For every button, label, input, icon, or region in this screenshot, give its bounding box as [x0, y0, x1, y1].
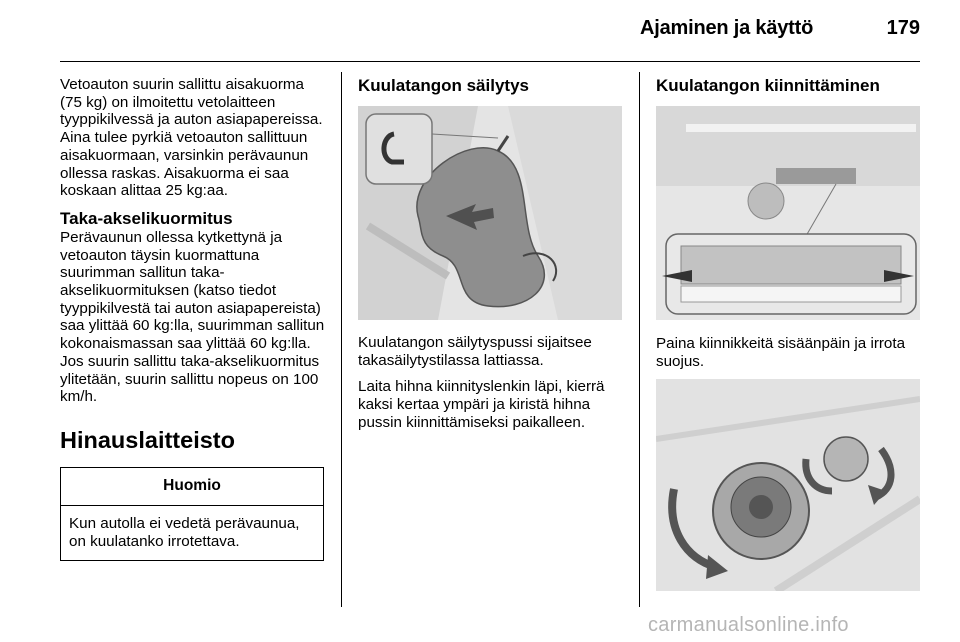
towing-heading: Hinauslaitteisto	[60, 426, 235, 453]
watermark: carmanualsonline.info	[648, 614, 849, 636]
bumper-cover-illustration	[656, 106, 920, 320]
column-divider-1	[341, 72, 342, 607]
page-header-title: Ajaminen ja käyttö	[640, 17, 814, 39]
notice-text: Kun autolla ei vedetä perävaunua, on kuulatanko irrotettava.	[69, 514, 300, 550]
intro-paragraph: Vetoauton suurin sallittu aisakuorma (75 kg) on ilmoitettu vetolaitteen tyyppikilvessä ja auton asiapapereissa. Aina tulee pyrkiä vetoauton sallittuun aisakuormaan, varsinkin perävaunun ollessa raskas. Aisakuorma ei saa koskaan alittaa 25 kg:aa.	[60, 76, 323, 200]
rear-axle-heading: Taka-akselikuormitus	[60, 208, 233, 228]
notice-box	[60, 467, 324, 561]
column-3	[656, 76, 922, 591]
storage-heading: Kuulatangon säilytys	[358, 76, 529, 95]
storage-caption-2: Laita hihna kiinnityslenkin läpi, kierrä kaksi kertaa ympäri ja kiristä hihna pussin kiinnittämiseksi paikalleen.	[358, 378, 605, 431]
socket-illustration	[656, 379, 920, 591]
storage-bag-illustration	[358, 106, 622, 320]
column-divider-2	[639, 72, 640, 607]
column-2	[358, 76, 624, 441]
notice-title: Huomio	[61, 468, 323, 506]
rear-axle-paragraph: Perävaunun ollessa kytkettynä ja vetoauton täysin kuormattuna suurimman sallitun taka-akselikuormituksen (katso tiedot tyyppikilvestä tai auton asiapapereista) saa ylittää 60 kg:lla, suurimman sallitun kokonaismassan saa ylittää 60 kg:lla. Jos suurin sallittu taka-akselikuormitus ylitetään, suurin sallittu nopeus on 100 km/h.	[60, 228, 325, 406]
mounting-caption: Paina kiinnikkeitä sisäänpäin ja irrota suojus.	[656, 335, 906, 370]
column-1	[60, 76, 326, 561]
mounting-heading: Kuulatangon kiinnittäminen	[656, 76, 880, 95]
page-number: 179	[886, 17, 920, 39]
storage-caption-1: Kuulatangon säilytyspussi sijaitsee takasäilytystilassa lattiassa.	[358, 334, 592, 369]
header-divider	[60, 61, 920, 62]
